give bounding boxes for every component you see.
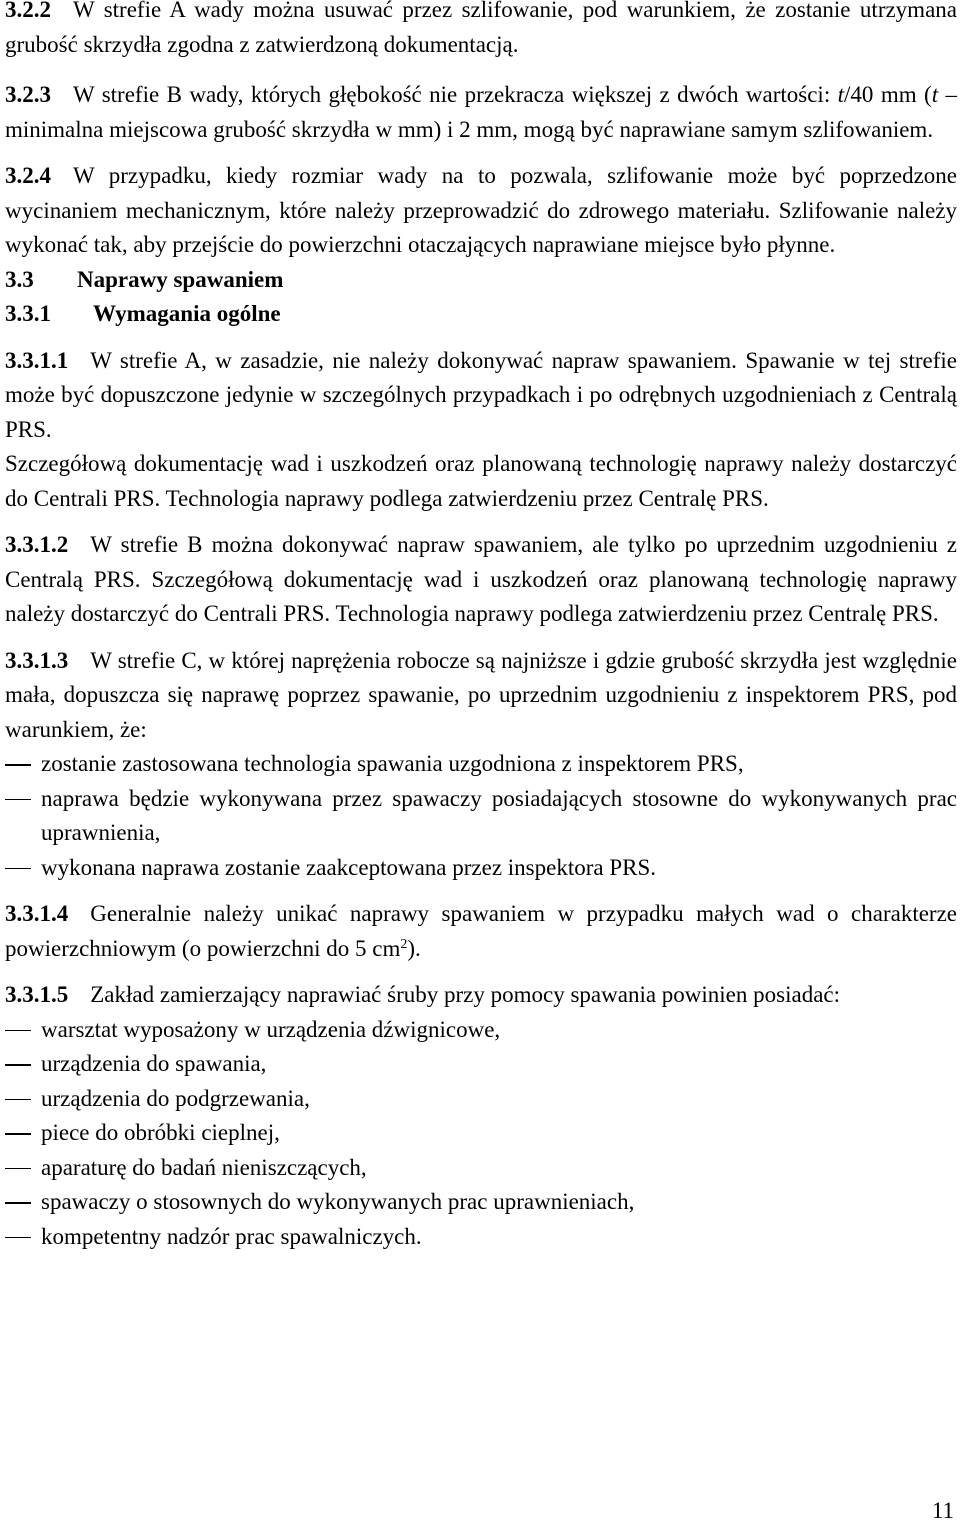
paragraph-3-3-1-4: [5, 897, 957, 966]
paragraph-number: 3.3.1.3: [5, 647, 69, 673]
list-item: warsztat wyposażony w urządzenia dźwignicowe,: [41, 1016, 501, 1042]
paragraph-number: 3.3.1.4: [5, 901, 69, 926]
equipment-list: [5, 1013, 957, 1255]
paragraph-text: W strefie A, w zasadzie, nie należy dokonywać napraw spawaniem. Spawanie w tej strefie może być dopuszczone jedynie w szczególnych przypadkach i po odrębnych uzgodnieniach z Centralą PRS.: [5, 347, 957, 442]
list-item: naprawa będzie wykonywana przez spawaczy posiadających stosowne do wykonywanych prac uprawnienia,: [41, 785, 957, 845]
variable-t: t: [837, 82, 845, 107]
list-item: spawaczy o stosownych do wykonywanych prac uprawnieniach,: [41, 1189, 635, 1214]
section-number: 3.3: [5, 266, 34, 292]
page-number: 11: [931, 1498, 954, 1523]
paragraph-number: 3.2.4: [5, 163, 51, 188]
section-number: 3.3.1: [5, 301, 51, 326]
list-item: kompetentny nadzór prac spawalniczych.: [41, 1223, 422, 1249]
paragraph-text: Szczegółową dokumentację wad i uszkodzeń oraz planowaną technologię naprawy należy dostarczyć do Centrali PRS. Technologia naprawy podlega zatwierdzeniu przez Centralę PRS.: [5, 451, 957, 511]
conditions-list: [5, 747, 957, 885]
list-item: aparaturę do badań nieniszczących,: [41, 1154, 367, 1180]
list-item: piece do obróbki cieplnej,: [41, 1120, 280, 1145]
paragraph-3-3-1-1: [5, 344, 957, 448]
paragraph-tail: ).: [407, 935, 421, 961]
list-item: zostanie zastosowana technologia spawania uzgodniona z inspektorem PRS,: [41, 751, 744, 776]
paragraph-3-2-4: [5, 159, 957, 263]
paragraph-number: 3.3.1.1: [5, 347, 69, 373]
section-title: Wymagania ogólne: [93, 301, 281, 326]
paragraph-3-3-1-3: [5, 644, 957, 748]
paragraph-text-a: W strefie B wady, których głębokość nie przekracza większej z dwóch wartości:: [73, 82, 838, 107]
list-item: urządzenia do podgrzewania,: [41, 1085, 310, 1111]
list-item: wykonana naprawa zostanie zaakceptowana przez inspektora PRS.: [41, 854, 657, 880]
list-item: urządzenia do spawania,: [41, 1051, 267, 1076]
section-title: Naprawy spawaniem: [77, 266, 284, 292]
paragraph-text: Generalnie należy unikać naprawy spawaniem w przypadku małych wad o charakterze powierzchniowym (o powierzchni do 5 cm: [5, 901, 957, 961]
paragraph-text: W przypadku, kiedy rozmiar wady na to pozwala, szlifowanie może być poprzedzone wycinaniem mechanicznym, które należy przeprowadzić do zdrowego materiału. Szlifowanie należy wykonać tak, aby przejście do powierzchni otaczających naprawiane miejsce było płynne.: [5, 163, 957, 257]
paragraph-text: W strefie A wady można usuwać przez szlifowanie, pod warunkiem, że zostanie utrzymana grubość skrzydła zgodna z zatwierdzoną dokumentacją.: [5, 0, 957, 57]
paragraph-text-c: – minimalna miejscowa grubość skrzydła w mm) i 2 mm, mogą być naprawiane samym szlifowaniem.: [5, 82, 957, 142]
paragraph-number: 3.2.2: [5, 0, 51, 22]
paragraph-3-3-1-5: [5, 978, 957, 1013]
paragraph-3-3-1-1-continued: [5, 447, 957, 516]
superscript: 2: [400, 936, 408, 952]
paragraph-3-2-2: [5, 0, 957, 62]
paragraph-3-2-3: [5, 78, 957, 147]
section-heading-3-3-1: [5, 297, 957, 332]
paragraph-3-3-1-2: [5, 528, 957, 632]
paragraph-text: W strefie B można dokonywać napraw spawaniem, ale tylko po uprzednim uzgodnieniu z Centralą PRS. Szczegółową dokumentację wad i uszkodzeń oraz planowaną technologię naprawy należy dostarczyć do Centrali PRS. Technologia naprawy podlega zatwierdzeniu przez Centralę PRS.: [5, 532, 957, 626]
paragraph-text: Zakład zamierzający naprawiać śruby przy pomocy spawania powinien posiadać:: [90, 982, 840, 1007]
paragraph-text: W strefie C, w której naprężenia robocze są najniższe i gdzie grubość skrzydła jest względnie mała, dopuszcza się naprawę poprzez spawanie, po uprzednim uzgodnieniu z inspektorem PRS, pod warunkiem, że:: [5, 647, 957, 742]
document-page: [5, 0, 957, 1254]
section-heading-3-3: [5, 263, 957, 298]
variable-t: t: [931, 82, 939, 107]
paragraph-text-b: /40 mm (: [844, 82, 932, 107]
paragraph-number: 3.3.1.5: [5, 982, 69, 1007]
paragraph-number: 3.3.1.2: [5, 532, 69, 557]
paragraph-number: 3.2.3: [5, 82, 51, 107]
